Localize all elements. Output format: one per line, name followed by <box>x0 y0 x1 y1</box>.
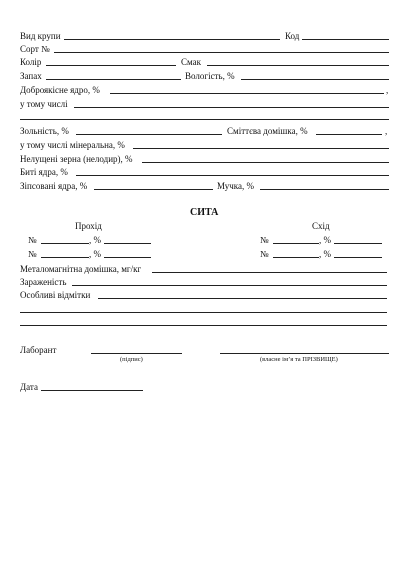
exit-2-no-field[interactable] <box>273 257 319 258</box>
code-label: Код <box>285 31 300 41</box>
unhulled-field[interactable] <box>142 162 389 163</box>
grain-type-label: Вид крупи <box>20 31 61 41</box>
moisture-field[interactable] <box>241 79 389 80</box>
lab-label: Лаборант <box>20 345 57 355</box>
good-kernel-label: Доброякісне ядро, % <box>20 85 100 95</box>
unhulled-label: Нелущені зерна (нелодир), % <box>20 154 133 164</box>
blank-line-1[interactable] <box>20 119 389 120</box>
code-field[interactable] <box>302 39 389 40</box>
infestation-field[interactable] <box>72 285 387 286</box>
moisture-label: Вологість, % <box>185 71 235 81</box>
weed-comma: , <box>385 126 388 136</box>
pass-header: Прохід <box>75 221 102 231</box>
pass-1-no-label: № <box>28 235 37 245</box>
notes-line-3[interactable] <box>20 325 387 326</box>
flour-field[interactable] <box>260 189 389 190</box>
taste-label: Смак <box>181 57 202 67</box>
spoiled-field[interactable] <box>94 189 213 190</box>
including-field[interactable] <box>74 107 389 108</box>
metallomagnetic-label: Металомагнітна домішка, мг/кг <box>20 264 142 274</box>
sieves-title: СИТА <box>190 207 219 218</box>
broken-label: Биті ядра, % <box>20 167 68 177</box>
exit-header: Схід <box>312 221 330 231</box>
flour-label: Мучка, % <box>217 181 255 191</box>
mineral-field[interactable] <box>133 148 389 149</box>
weed-field[interactable] <box>316 134 382 135</box>
notes-line-2[interactable] <box>20 312 387 313</box>
pass-2-no-field[interactable] <box>41 257 89 258</box>
exit-2-pct-field[interactable] <box>334 257 382 258</box>
smell-field[interactable] <box>46 79 181 80</box>
including-label: у тому числі <box>20 99 68 109</box>
smell-label: Запах <box>20 71 42 81</box>
color-field[interactable] <box>46 65 176 66</box>
sign-caption: (підпис) <box>120 356 143 363</box>
grain-type-field[interactable] <box>64 39 280 40</box>
exit-2-pct-label: , % <box>319 249 331 259</box>
spoiled-label: Зіпсовані ядра, % <box>20 181 88 191</box>
good-kernel-field[interactable] <box>110 93 384 94</box>
pass-2-pct-label: , % <box>89 249 101 259</box>
pass-1-no-field[interactable] <box>41 243 89 244</box>
grade-label: Сорт № <box>20 44 50 54</box>
good-kernel-comma: , <box>386 85 389 95</box>
pass-2-no-label: № <box>28 249 37 259</box>
infestation-label: Зараженість <box>20 277 67 287</box>
exit-1-no-field[interactable] <box>273 243 319 244</box>
ash-label: Зольність, % <box>20 126 69 136</box>
weed-label: Сміттєва домішка, % <box>227 126 308 136</box>
pass-2-pct-field[interactable] <box>104 257 151 258</box>
notes-field[interactable] <box>98 298 387 299</box>
metallomagnetic-field[interactable] <box>152 272 387 273</box>
ash-field[interactable] <box>76 134 222 135</box>
date-field[interactable] <box>41 390 143 391</box>
lab-signature-field[interactable] <box>91 353 182 354</box>
notes-label: Особливі відмітки <box>20 290 91 300</box>
pass-1-pct-field[interactable] <box>104 243 151 244</box>
lab-name-field[interactable] <box>220 353 389 354</box>
color-label: Колір <box>20 57 42 67</box>
pass-1-pct-label: , % <box>89 235 101 245</box>
exit-1-pct-field[interactable] <box>334 243 382 244</box>
exit-1-pct-label: , % <box>319 235 331 245</box>
taste-field[interactable] <box>207 65 389 66</box>
date-label: Дата <box>20 382 38 392</box>
grade-field[interactable] <box>54 52 389 53</box>
mineral-label: у тому числі мінеральна, % <box>20 140 125 150</box>
exit-2-no-label: № <box>260 249 269 259</box>
name-caption: (власне ім’я та ПРІЗВИЩЕ) <box>260 356 338 363</box>
broken-field[interactable] <box>76 175 389 176</box>
exit-1-no-label: № <box>260 235 269 245</box>
